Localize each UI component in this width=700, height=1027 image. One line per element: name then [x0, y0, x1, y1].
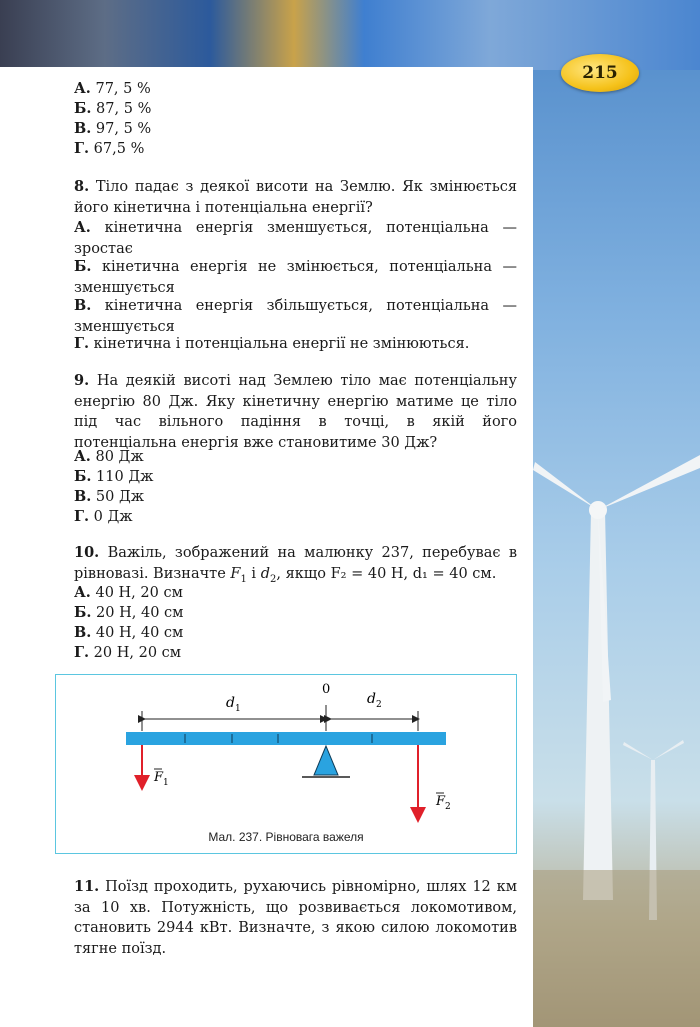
answer-option — [74, 218, 517, 259]
option-letter: Г. — [74, 335, 90, 352]
option-letter: А. — [74, 219, 91, 236]
wind-turbine-illustration — [533, 400, 700, 1027]
option-letter: А. — [74, 80, 91, 97]
figure-caption: Мал. 237. Рівновага важеля — [208, 830, 364, 844]
option-text: кінетична енергія зменшується, потенціальна — зростає — [74, 220, 517, 257]
option-letter: В. — [74, 624, 92, 641]
question-text: Важіль, зображений на малюнку 237, перебуває в рівновазі. Визначте — [74, 545, 517, 582]
option-text: 97, 5 % — [91, 121, 152, 137]
option-text: кінетична енергія не змінюється, потенціальна — зменшується — [74, 259, 517, 296]
symbol-f: F — [230, 565, 241, 582]
answer-option — [74, 119, 151, 139]
option-letter: В. — [74, 297, 92, 314]
question-text: і — [246, 565, 261, 582]
label-f2: $F_2$ — [436, 794, 451, 812]
subscript: 2 — [269, 573, 277, 585]
label-d1: $d_1$ — [226, 695, 241, 714]
option-text: 40 Н, 40 см — [91, 625, 184, 641]
question-9 — [74, 371, 517, 453]
symbol-d: d — [260, 565, 270, 582]
option-text: кінетична енергія збільшується, потенціальна — зменшується — [74, 298, 517, 335]
option-letter: Б. — [74, 604, 92, 621]
answer-option — [74, 623, 183, 643]
option-letter: Б. — [74, 258, 92, 275]
label-f1: $F_1$ — [154, 770, 169, 788]
answer-option — [74, 583, 183, 603]
option-text: 40 Н, 20 см — [90, 585, 183, 601]
answer-option — [74, 487, 144, 507]
question-11 — [74, 877, 517, 959]
fulcrum — [314, 746, 338, 775]
option-text: 87, 5 % — [91, 101, 152, 117]
lever-bar — [126, 732, 446, 745]
question-text: Тіло падає з деякої висоти на Землю. Як змінюється його кінетична і потенціальна енергії? — [74, 179, 517, 216]
answer-option — [74, 296, 517, 337]
option-letter: А. — [74, 448, 91, 465]
option-text: 67,5 % — [89, 141, 145, 157]
question-text: Поїзд проходить, рухаючись рівномірно, шлях 12 км за 10 хв. Потужність, що розвивається локомотивом, становить 2944 кВт. Визначте, з якою силою локомотив тягне поїзд. — [74, 879, 517, 957]
option-text: 80 Дж — [90, 449, 144, 465]
option-letter: Б. — [74, 100, 92, 117]
option-letter: Б. — [74, 468, 92, 485]
answer-option — [74, 79, 151, 99]
option-text: 77, 5 % — [90, 81, 151, 97]
question-text: На деякій висоті над Землею тіло має потенціальну енергію 80 Дж. Яку кінетичну енергію матиме це тіло під час вільного падіння в точці, в якій його потенціальна енергія вже становитиме 30 Дж? — [74, 373, 517, 451]
option-letter: В. — [74, 120, 92, 137]
option-text: 0 Дж — [89, 509, 133, 525]
answer-option — [74, 257, 517, 298]
question-number: 9. — [74, 372, 90, 389]
option-text: 50 Дж — [91, 489, 145, 505]
option-letter: Г. — [74, 508, 90, 525]
label-zero: 0 — [322, 682, 331, 697]
lever-diagram — [56, 675, 516, 825]
subscript: 1 — [240, 573, 247, 585]
label-d2: $d_2$ — [367, 691, 382, 710]
answer-option — [74, 334, 517, 355]
option-letter: Г. — [74, 140, 90, 157]
answer-option — [74, 139, 144, 159]
question-number: 10. — [74, 544, 100, 561]
option-text: 20 Н, 40 см — [91, 605, 184, 621]
option-text: 110 Дж — [91, 469, 154, 485]
answer-option — [74, 467, 153, 487]
answer-option — [74, 643, 181, 663]
option-letter: Г. — [74, 644, 90, 661]
option-text: 20 Н, 20 см — [89, 645, 182, 661]
question-text: , якщо F₂ = 40 Н, d₁ = 40 см. — [276, 565, 497, 582]
option-letter: В. — [74, 488, 92, 505]
question-number: 11. — [74, 878, 100, 895]
answer-option — [74, 99, 151, 119]
page-number-badge: 215 — [561, 54, 639, 92]
answer-option — [74, 507, 133, 527]
question-number: 8. — [74, 178, 90, 195]
answer-option — [74, 447, 144, 467]
lever-figure — [55, 674, 517, 854]
option-text: кінетична і потенціальна енергії не змінюються. — [89, 336, 470, 352]
option-letter: А. — [74, 584, 91, 601]
answer-option — [74, 603, 183, 623]
question-8 — [74, 177, 517, 218]
